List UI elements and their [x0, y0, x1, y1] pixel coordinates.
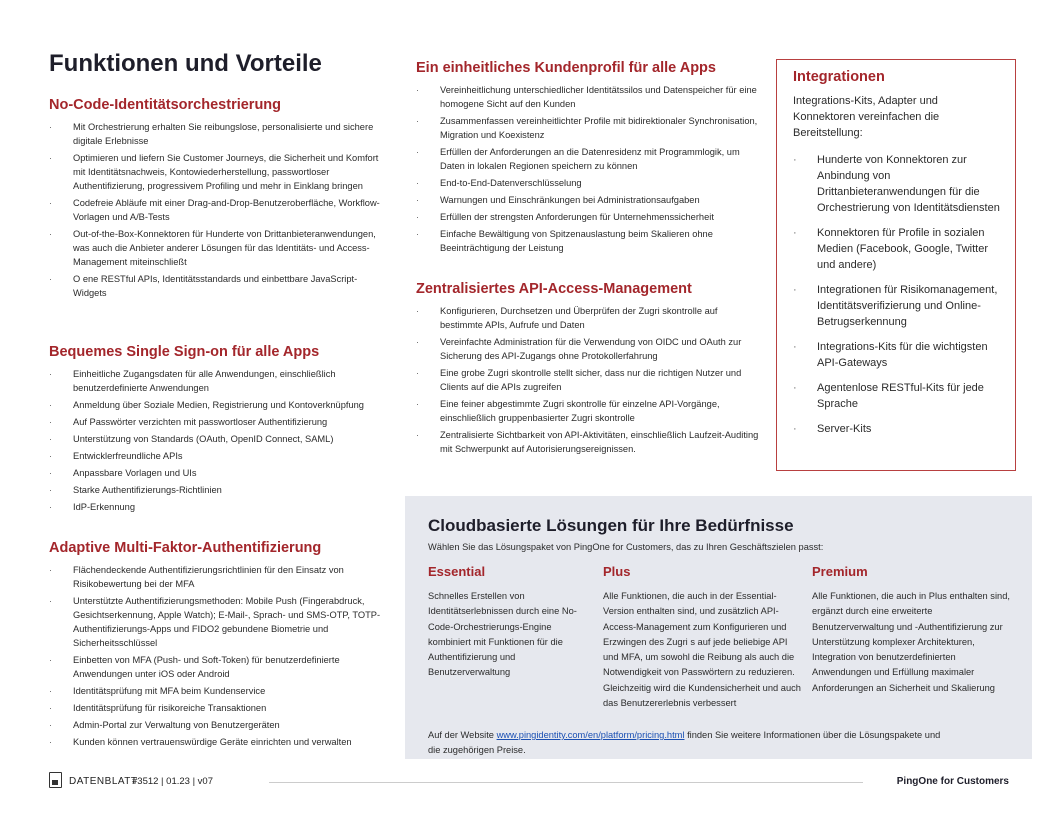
list-item: · Mit Orchestrierung erhalten Sie reibungslose, personalisierte und sichere digitale Erlebnisse — [49, 120, 389, 148]
list-item: · Zusammenfassen vereinheitlichter Profile mit bidirektionaler Synchronisation, Migration und Koexistenz — [416, 114, 761, 142]
section-mfa — [49, 540, 389, 752]
pricing-note-prefix: Auf der Website — [428, 730, 497, 740]
list-item: · Server-Kits — [793, 421, 1008, 437]
list-item: · Unterstützte Authentifizierungsmethoden: Mobile Push (Fingerabdruck, Gesichtserkennung, Apple Watch); E-Mail-, Sprach- und SMS-OTP, TOTP-Authentifizierungs-Apps und FIDO2 gebundene Biometrie und Sicherheitsschlüssel — [49, 594, 389, 650]
list-item: · Zentralisierte Sichtbarkeit von API-Aktivitäten, einschließlich Laufzeit-Auditing mit Schwerpunkt auf Autorisierungsereignissen. — [416, 428, 761, 456]
section-heading: Bequemes Single Sign-on für alle Apps — [49, 344, 320, 360]
pricing-note-suffix: finden Sie weitere Informationen über die Lösungspakete und die zugehörigen Preise. — [428, 730, 941, 755]
document-icon — [49, 772, 62, 788]
bullet-list — [49, 563, 389, 749]
plan-essential — [428, 564, 593, 681]
plan-description: Schnelles Erstellen von Identitätserlebnissen durch eine No-Code-Orchestrierungs-Engine kombiniert mit Funktionen für die Authentifizierung und Benutzerverwaltung — [428, 591, 577, 678]
list-item: · Erfüllen der strengsten Anforderungen für Unternehmenssicherheit — [416, 210, 761, 224]
list-item: · Unterstützung von Standards (OAuth, OpenID Connect, SAML) — [49, 432, 389, 446]
bullet-list — [49, 367, 389, 514]
list-item: · Vereinheitlichung unterschiedlicher Identitätssilos und Datenspeicher für eine homogene Sicht auf den Kunden — [416, 83, 761, 111]
list-item: · Eine feiner abgestimmte Zugri skontrolle für einzelne API-Vorgänge, einschließlich gruppenbasierter Zugri skontrolle — [416, 397, 761, 425]
list-item: · Flächendeckende Authentifizierungsrichtlinien für den Einsatz von Risikobewertung bei der MFA — [49, 563, 389, 591]
list-item: · Auf Passwörter verzichten mit passwortloser Authentifizierung — [49, 415, 389, 429]
footer-label: DATENBLATT — [69, 776, 138, 787]
list-item: · Identitätsprüfung mit MFA beim Kundenservice — [49, 684, 389, 698]
list-item: · End-to-End-Datenverschlüsselung — [416, 176, 761, 190]
bullet-list — [416, 83, 761, 255]
list-item: · Einfache Bewältigung von Spitzenauslastung beim Skalieren ohne Beeinträchtigung der Leistung — [416, 227, 761, 255]
list-item: · Vereinfachte Administration für die Verwendung von OIDC und OAuth zur Sicherung des API-Zugangs ohne Protokollerfahrung — [416, 335, 761, 363]
section-heading: No-Code-Identitätsorchestrierung — [49, 97, 282, 113]
cloud-solutions-panel — [405, 496, 1032, 759]
list-item: · Admin-Portal zur Verwaltung von Benutzergeräten — [49, 718, 389, 732]
pricing-note — [428, 728, 948, 758]
list-item: · Codefreie Abläufe mit einer Drag-and-Drop-Benutzeroberfläche, Workflow-Vorlagen und A/B-Tests — [49, 196, 389, 224]
list-item: · IdP-Erkennung — [49, 500, 389, 514]
list-item: · Konfigurieren, Durchsetzen und Überprüfen der Zugri skontrolle auf bestimmte APIs, Aufrufe und Daten — [416, 304, 761, 332]
footer-code: #3512 | 01.23 | v07 — [132, 776, 214, 787]
list-item: · Optimieren und liefern Sie Customer Journeys, die Sicherheit und Komfort mit Identitätsnachweis, Kontowiederherstellung, passwortloser Authentifizierung, progressivem Profiling und mehr in Einklang bringen — [49, 151, 389, 193]
list-item: · Entwicklerfreundliche APIs — [49, 449, 389, 463]
integrations-list — [793, 152, 1008, 446]
list-item: · Integrationen für Risikomanagement, Identitätsverifizierung und Online-Betrugserkennung — [793, 282, 1008, 330]
list-item: · Out-of-the-Box-Konnektoren für Hunderte von Drittanbieteranwendungen, was auch die Anbieter anderer Lösungen für das Identitäts- und Access-Management miteinschließt — [49, 227, 389, 269]
pricing-link[interactable]: www.pingidentity.com/en/platform/pricing.html — [496, 730, 685, 740]
section-sso — [49, 344, 389, 517]
list-item: · Integrations-Kits für die wichtigsten API-Gateways — [793, 339, 1008, 371]
footer-divider — [269, 782, 863, 783]
bullet-list — [49, 120, 389, 300]
plan-name: Essential — [428, 564, 486, 579]
section-heading: Ein einheitliches Kundenprofil für alle Apps — [416, 60, 716, 76]
list-item: · Einbetten von MFA (Push- und Soft-Token) für benutzerdefinierte Anwendungen unter iOS oder Android — [49, 653, 389, 681]
page-title: Funktionen und Vorteile — [49, 50, 322, 77]
section-profile — [416, 60, 761, 258]
list-item: · Identitätsprüfung für risikoreiche Transaktionen — [49, 701, 389, 715]
list-item: · Einheitliche Zugangsdaten für alle Anwendungen, einschließlich benutzerdefinierte Anwendungen — [49, 367, 389, 395]
section-nocode — [49, 97, 389, 303]
list-item: · Anpassbare Vorlagen und UIs — [49, 466, 389, 480]
section-heading: Adaptive Multi-Faktor-Authentifizierung — [49, 540, 322, 556]
plan-premium — [812, 564, 1012, 696]
list-item: · Warnungen und Einschränkungen bei Administrationsaufgaben — [416, 193, 761, 207]
plan-name: Premium — [812, 564, 868, 579]
section-heading: Zentralisiertes API-Access-Management — [416, 281, 692, 297]
plan-plus — [603, 564, 801, 711]
list-item: · Starke Authentifizierungs-Richtlinien — [49, 483, 389, 497]
list-item: · Konnektoren für Profile in sozialen Medien (Facebook, Google, Twitter und andere) — [793, 225, 1008, 273]
footer-product: PingOne for Customers — [896, 776, 1009, 787]
list-item: · Hunderte von Konnektoren zur Anbindung von Drittanbieteranwendungen für die Orchestrierung von Identitätsdiensten — [793, 152, 1008, 216]
cloud-subtitle: Wählen Sie das Lösungspaket von PingOne for Customers, das zu Ihren Geschäftszielen passt: — [428, 542, 824, 552]
list-item: · Agentenlose RESTful-Kits für jede Sprache — [793, 380, 1008, 412]
bullet-list — [416, 304, 761, 456]
list-item: · Anmeldung über Soziale Medien, Registrierung und Kontoverknüpfung — [49, 398, 389, 412]
integrations-intro: Integrations-Kits, Adapter und Konnektoren vereinfachen die Bereitstellung: — [793, 95, 940, 139]
list-item: · Kunden können vertrauenswürdige Geräte einrichten und verwalten — [49, 735, 389, 749]
plan-description: Alle Funktionen, die auch in der Essential-Version enthalten sind, und zusätzlich API-Access-Management zum Konfigurieren und Erzwingen des Zugri s auf jede beliebige API und MFA, um sowohl die Reibung als auch die Notwendigkeit von Passwörtern zu reduzieren. Gleichzeitig wird die Kundensicherheit und auch das Benutzererlebnis verbessert — [603, 591, 801, 709]
integrations-title: Integrationen — [793, 69, 885, 85]
list-item: · Eine grobe Zugri skontrolle stellt sicher, dass nur die richtigen Nutzer und Clients auf die APIs zugreifen — [416, 366, 761, 394]
list-item: · Erfüllen der Anforderungen an die Datenresidenz mit Programmlogik, um Daten in lokalen Regionen speichern zu können — [416, 145, 761, 173]
section-api — [416, 281, 761, 459]
plan-description: Alle Funktionen, die auch in Plus enthalten sind, ergänzt durch eine erweiterte Benutzerverwaltung und -Authentifizierung zur Unterstützung komplexer Architekturen, Integration von benutzerdefinierten Anwendungen und Erfüllung maximaler Anforderungen an Sicherheit und Skalierung — [812, 591, 1010, 693]
page-footer — [49, 772, 1011, 790]
plan-name: Plus — [603, 564, 631, 579]
integrations-box — [776, 59, 1016, 471]
list-item: · O ene RESTful APIs, Identitätsstandards und einbettbare JavaScript-Widgets — [49, 272, 389, 300]
cloud-title: Cloudbasierte Lösungen für Ihre Bedürfnisse — [428, 516, 794, 535]
